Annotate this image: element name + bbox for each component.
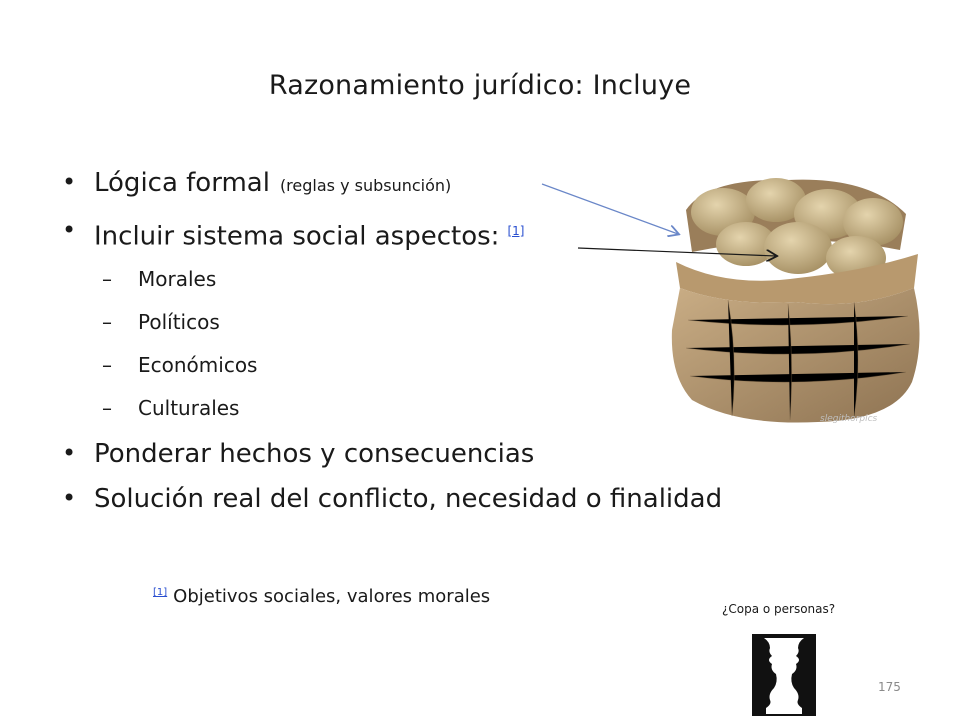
bullet-text: Ponderar hechos y consecuencias [94,438,535,469]
bullet-note: (reglas y subsunción) [279,176,452,195]
image-watermark: slegithorpics [820,414,878,424]
footnote-anchor-link[interactable]: [1] [153,587,168,598]
dash-marker: – [102,352,112,377]
footnote [153,586,490,607]
subbullet-text: Económicos [138,352,258,377]
subbullet-text: Morales [138,266,217,291]
dash-marker: – [102,266,112,291]
footnote-text: Objetivos sociales, valores morales [173,586,491,607]
bullet-sistema-social [62,216,722,252]
bullet-solucion [62,484,722,514]
footnote-ref-link[interactable]: [1] [507,224,525,238]
potato-sack-image [668,170,928,432]
rubin-vase-image [752,634,816,716]
dash-marker: – [102,395,112,420]
subbullet-morales [62,267,722,291]
bullet-text: Solución real del conflicto, necesidad o finalidad [94,483,723,514]
slide-title: Razonamiento jurídico: Incluye [268,70,692,101]
subbullet-culturales [62,396,722,420]
subbullet-politicos [62,310,722,334]
dash-marker: – [102,309,112,334]
image-caption: ¿Copa o personas? [722,602,836,616]
bullet-text: Lógica formal [94,168,270,198]
page-number: 175 [878,680,901,694]
bullet-ponderar [62,439,722,469]
subbullet-text: Políticos [138,309,220,334]
subbullet-economicos [62,353,722,377]
bullet-text: Incluir sistema social aspectos: [94,221,500,252]
bullet-logica-formal [62,168,722,201]
bullet-list [62,168,722,529]
subbullet-text: Culturales [138,395,240,420]
